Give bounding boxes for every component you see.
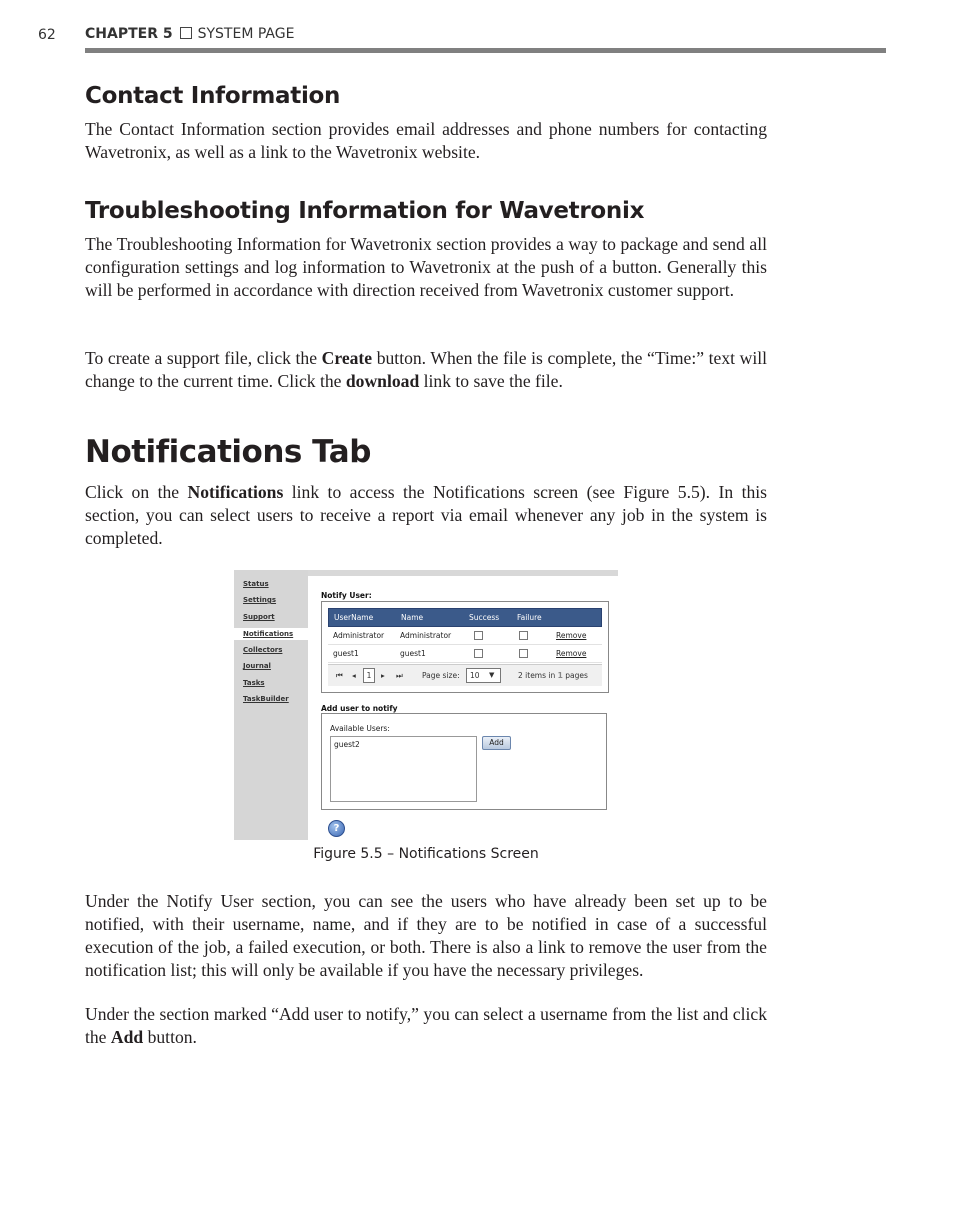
success-checkbox[interactable] — [474, 631, 483, 640]
success-checkbox[interactable] — [474, 649, 483, 658]
screenshot-nav — [234, 570, 308, 840]
text-run: pages — [562, 671, 588, 680]
add-term: Add — [110, 1027, 144, 1047]
text-run: link to access the Notifications screen (see Figure 5.5). In this section, you can select users to receive a report via email whenever any job in the system is completed. — [85, 482, 768, 548]
contact-paragraph: The Contact Information section provides email addresses and phone numbers for contacting Wavetronix, as well as a link to the Wavetronix website. — [85, 119, 767, 162]
table-row — [328, 626, 602, 645]
nav-collectors-link[interactable]: Collectors — [243, 646, 283, 654]
last-page-icon[interactable]: ⏭ — [396, 671, 403, 680]
page-number: 62 — [38, 27, 56, 43]
add-user-panel — [321, 713, 607, 810]
troubleshooting-paragraph-2 — [85, 347, 767, 393]
failure-checkbox[interactable] — [519, 649, 528, 658]
header-rule — [85, 48, 886, 53]
help-icon[interactable]: ? — [328, 820, 345, 837]
square-separator-icon — [180, 27, 192, 39]
contact-heading: Contact Information — [85, 83, 341, 109]
remove-link[interactable]: Remove — [556, 631, 587, 640]
nav-support-link[interactable]: Support — [243, 613, 275, 621]
first-page-icon[interactable]: ⏮ — [336, 671, 343, 680]
download-term: download — [345, 371, 420, 391]
notifications-screenshot — [234, 570, 618, 840]
page-count: 1 — [557, 671, 563, 680]
row-username: Administrator — [333, 631, 385, 640]
notify-user-grid — [321, 601, 609, 693]
nav-tasks-link[interactable]: Tasks — [243, 679, 265, 687]
table-row — [328, 644, 602, 663]
row-username: guest1 — [333, 649, 359, 658]
add-button[interactable]: Add — [482, 736, 511, 750]
troubleshooting-paragraph-1: The Troubleshooting Information for Wavetronix section provides a way to package and send all configuration settings and log information to Wavetronix at the push of a button. Generally this will be performed in accordance with direction received from Wavetronix customer support. — [85, 234, 767, 300]
current-page[interactable]: 1 — [363, 668, 375, 683]
add-user-description — [85, 1003, 767, 1049]
notifications-term: Notifications — [187, 482, 284, 502]
text-run: button. — [143, 1027, 197, 1047]
create-term: Create — [321, 348, 373, 368]
page-size-select[interactable] — [466, 668, 501, 683]
page-size-label: Page size: — [422, 671, 460, 680]
page-size-value: 10 — [470, 671, 480, 680]
text-run: Click on the — [85, 482, 188, 502]
screenshot-top-bar — [308, 570, 618, 576]
text-run: Under the section marked “Add user to notify,” you can select a username from the list and click the — [85, 1004, 767, 1047]
notify-user-title: Notify User: — [321, 591, 372, 600]
column-success[interactable]: Success — [469, 613, 500, 622]
column-name[interactable]: Name — [401, 613, 424, 622]
nav-settings-link[interactable]: Settings — [243, 596, 277, 604]
next-page-icon[interactable]: ▸ — [381, 671, 385, 680]
text-run: link to save the file. — [419, 371, 563, 391]
figure-caption: Figure 5.5 – Notifications Screen — [313, 846, 539, 862]
remove-link[interactable]: Remove — [556, 649, 587, 658]
grid-pager — [328, 664, 602, 686]
item-count: 2 — [518, 671, 523, 680]
nav-taskbuilder-link[interactable]: TaskBuilder — [243, 695, 289, 703]
text-run: button. When the file is complete, the “Time:” text will change to the current time. Click the — [85, 348, 767, 391]
column-username[interactable]: UserName — [334, 613, 374, 622]
failure-checkbox[interactable] — [519, 631, 528, 640]
chapter-number: CHAPTER 5 — [85, 26, 173, 42]
row-name: Administrator — [400, 631, 452, 640]
notifications-heading: Notifications Tab — [85, 434, 371, 470]
chapter-title: SYSTEM PAGE — [197, 26, 295, 42]
text-run: items in — [522, 671, 558, 680]
nav-notifications-link[interactable]: Notifications — [234, 628, 309, 640]
add-user-title: Add user to notify — [321, 704, 398, 713]
notifications-paragraph — [85, 481, 767, 550]
chapter-label — [85, 26, 294, 42]
nav-journal-link[interactable]: Journal — [243, 662, 271, 670]
prev-page-icon[interactable]: ◂ — [352, 671, 356, 680]
list-item[interactable]: guest2 — [334, 740, 360, 749]
nav-status-link[interactable]: Status — [243, 580, 269, 588]
row-name: guest1 — [400, 649, 426, 658]
notify-user-description: Under the Notify User section, you can see the users who have already been set up to be notified, with their username, name, and if they are to be notified in case of a successful execution of the job, a failed execution, or both. There is also a link to remove the user from the notification list; this will only be available if you have the necessary privileges. — [85, 891, 767, 980]
troubleshooting-heading: Troubleshooting Information for Wavetronix — [85, 198, 645, 224]
available-users-list[interactable] — [330, 736, 477, 802]
grid-header — [328, 608, 602, 627]
text-run: To create a support file, click the — [85, 348, 322, 368]
paging-info — [518, 671, 588, 680]
dropdown-arrow-icon: ▼ — [489, 671, 495, 679]
column-failure[interactable]: Failure — [517, 613, 542, 622]
available-users-label: Available Users: — [330, 724, 390, 733]
